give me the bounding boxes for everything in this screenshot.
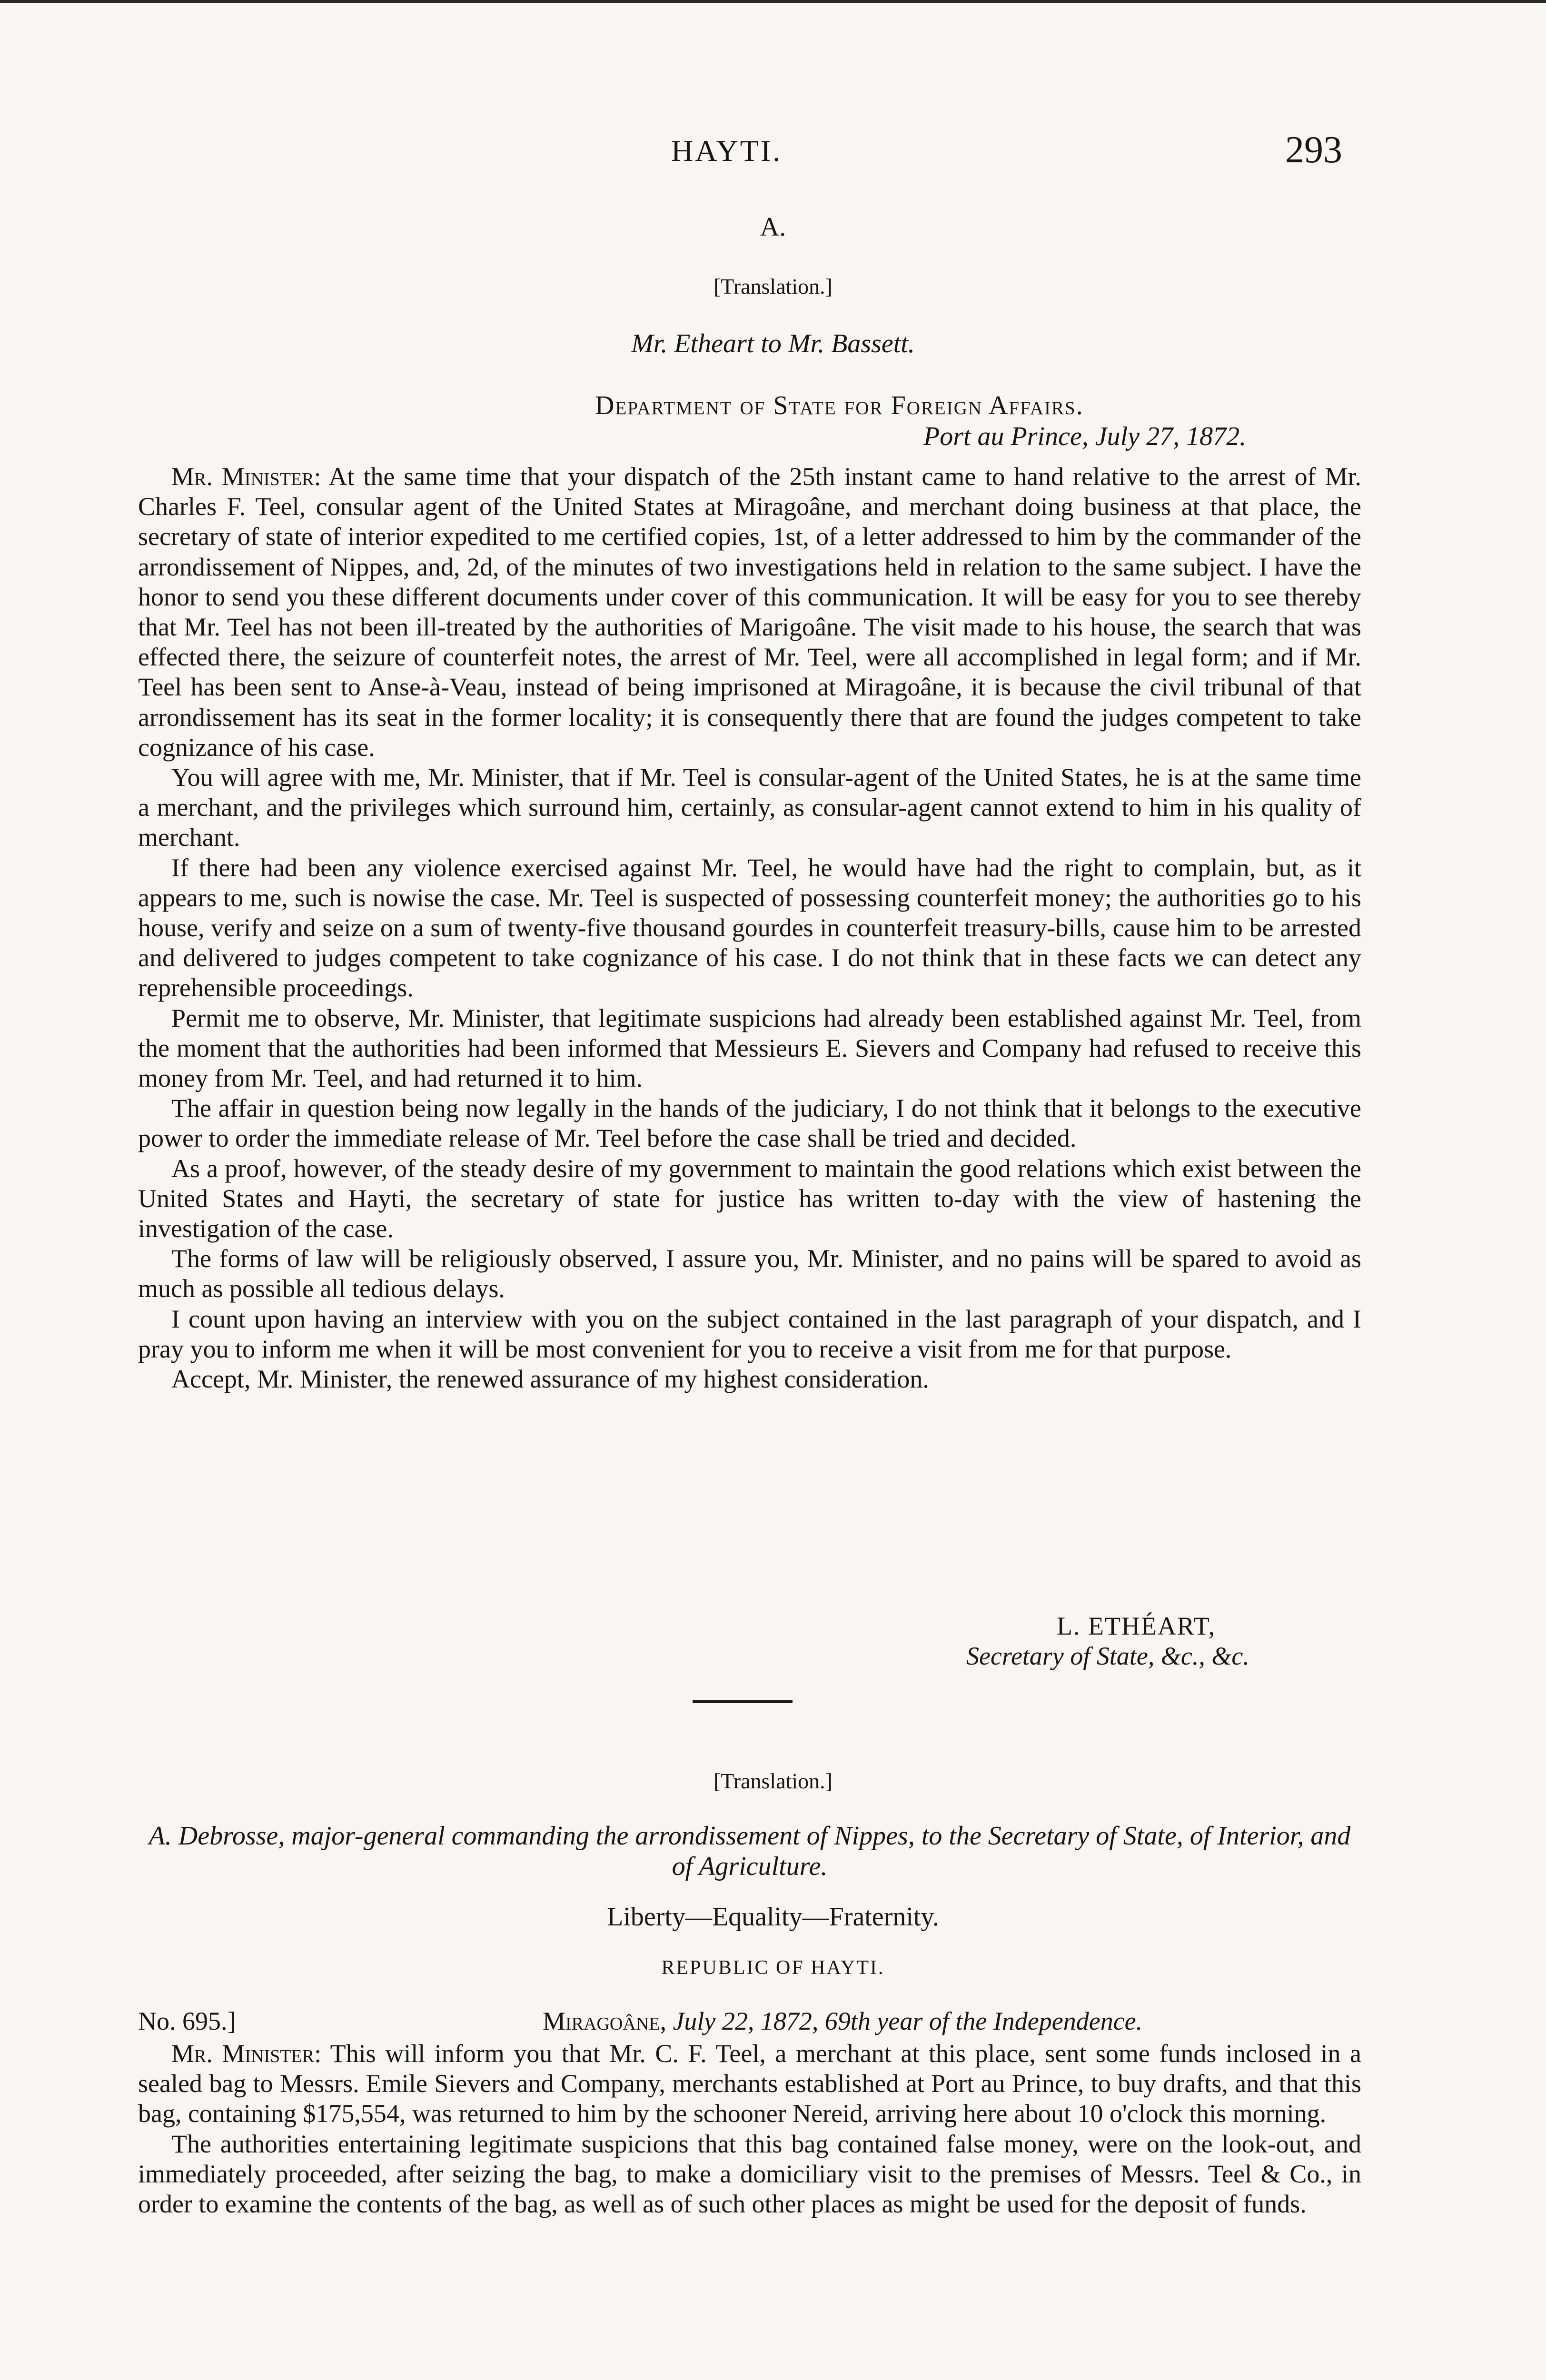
paragraph: Mr. Minister: This will inform you that Mr. C. F. Teel, a merchant at this place, sent some funds inclosed in a sealed bag to Messrs. Emile Sievers and Company, merchants established at Port au Prince, to buy drafts, and that this bag, containing $175,554, was returned to him by the schooner Nereid, arriving here about 10 o'clock this morning.	[138, 2039, 1361, 2128]
republic-line: REPUBLIC OF HAYTI.	[661, 1957, 885, 1979]
dispatch-date: July 22, 1872, 69th year of the Independence.	[673, 2007, 1143, 2035]
dispatch-place-date	[543, 2006, 1142, 2036]
paragraph: The forms of law will be religiously observed, I assure you, Mr. Minister, and no pains will be spared to avoid as much as possible all tedious delays.	[138, 1244, 1361, 1303]
signature-title: Secretary of State, &c., &c.	[966, 1642, 1249, 1670]
letter-b-heading: A. Debrosse, major-general commanding the arrondissement of Nippes, to the Secretary of State, of Interior, and of Agriculture.	[149, 1821, 1351, 1881]
running-header-title: HAYTI.	[671, 134, 783, 168]
paragraph: Mr. Minister: At the same time that your dispatch of the 25th instant came to hand relative to the arrest of Mr. Charles F. Teel, consular agent of the United States at Miragoâne, and merchant doing business at that place, the secretary of state of interior expedited to me certified copies, 1st, of a letter addressed to him by the commander of the arrondissement of Nippes, and, 2d, of the minutes of two investigations held in relation to the same subject. I have the honor to send you these different documents under cover of this communication. It will be easy for you to see thereby that Mr. Teel has not been ill-treated by the authorities of Marigoâne. The visit made to his house, the search that was effected there, the seizure of counterfeit notes, the arrest of Mr. Teel, were all accomplished in legal form; and if Mr. Teel has been sent to Anse-à-Veau, instead of being imprisoned at Miragoâne, it is because the civil tribunal of that arrondissement has its seat in the former locality; it is consequently there that are found the judges competent to take cognizance of his case.	[138, 462, 1362, 762]
letter-heading: Mr. Etheart to Mr. Bassett.	[631, 329, 915, 358]
paragraph: The authorities entertaining legitimate suspicions that this bag contained false money, were on the look-out, and immediately proceeded, after seizing the bag, to make a domiciliary visit to the premises of Messrs. Teel & Co., in order to examine the contents of the bag, as well as of such other places as might be used for the deposit of funds.	[138, 2129, 1361, 2219]
section-divider	[693, 1700, 793, 1703]
salutation-2: Mr. Minister	[171, 2039, 315, 2068]
translation-note: [Translation.]	[713, 274, 832, 298]
signature-name: L. ETHÉART,	[1057, 1612, 1216, 1640]
letter-b-body	[138, 2039, 1361, 2219]
motto: Liberty—Equality—Fraternity.	[607, 1902, 939, 1932]
dispatch-place: Miragoâne,	[543, 2007, 666, 2035]
paragraph: If there had been any violence exercised against Mr. Teel, he would have had the right to complain, but, as it appears to me, such is nowise the case. Mr. Teel is suspected of possessing counterfeit money; the authorities go to his house, verify and seize on a sum of twenty-five thousand gourdes in counterfeit treasury-bills, cause him to be arrested and delivered to judges competent to take cognizance of his case. I do not think that in these facts we can detect any reprehensible proceedings.	[138, 853, 1361, 1002]
letter-a-body	[138, 462, 1361, 1394]
paragraph: You will agree with me, Mr. Minister, that if Mr. Teel is consular-agent of the United States, he is at the same time a merchant, and the privileges which surround him, certainly, as consular-agent cannot extend to him in his quality of merchant.	[138, 763, 1361, 852]
section-label: A.	[760, 212, 786, 242]
translation-note-2: [Translation.]	[713, 1769, 832, 1793]
paragraph: As a proof, however, of the steady desire of my government to maintain the good relations which exist between the United States and Hayti, the secretary of state for justice has written to-day with the view of hastening the investigation of the case.	[138, 1154, 1361, 1243]
paragraph: Permit me to observe, Mr. Minister, that legitimate suspicions had already been established against Mr. Teel, from the moment that the authorities had been informed that Messieurs E. Sievers and Company had refused to receive this money from Mr. Teel, and had returned it to him.	[138, 1003, 1361, 1093]
paragraph: I count upon having an interview with you on the subject contained in the last paragraph of your dispatch, and I pray you to inform me when it will be most convenient for you to receive a visit from me for that purpose.	[138, 1304, 1361, 1363]
salutation: Mr. Minister	[171, 462, 314, 491]
department-line: Department of State for Foreign Affairs.	[595, 391, 1084, 420]
dispatch-number: No. 695.]	[138, 2007, 236, 2035]
page-number: 293	[1285, 129, 1342, 171]
paragraph: The affair in question being now legally in the hands of the judiciary, I do not think that it belongs to the executive power to order the immediate release of Mr. Teel before the case shall be tried and decided.	[138, 1094, 1361, 1153]
place-date-line: Port au Prince, July 27, 1872.	[923, 422, 1247, 451]
paragraph: Accept, Mr. Minister, the renewed assurance of my highest consideration.	[171, 1365, 929, 1394]
